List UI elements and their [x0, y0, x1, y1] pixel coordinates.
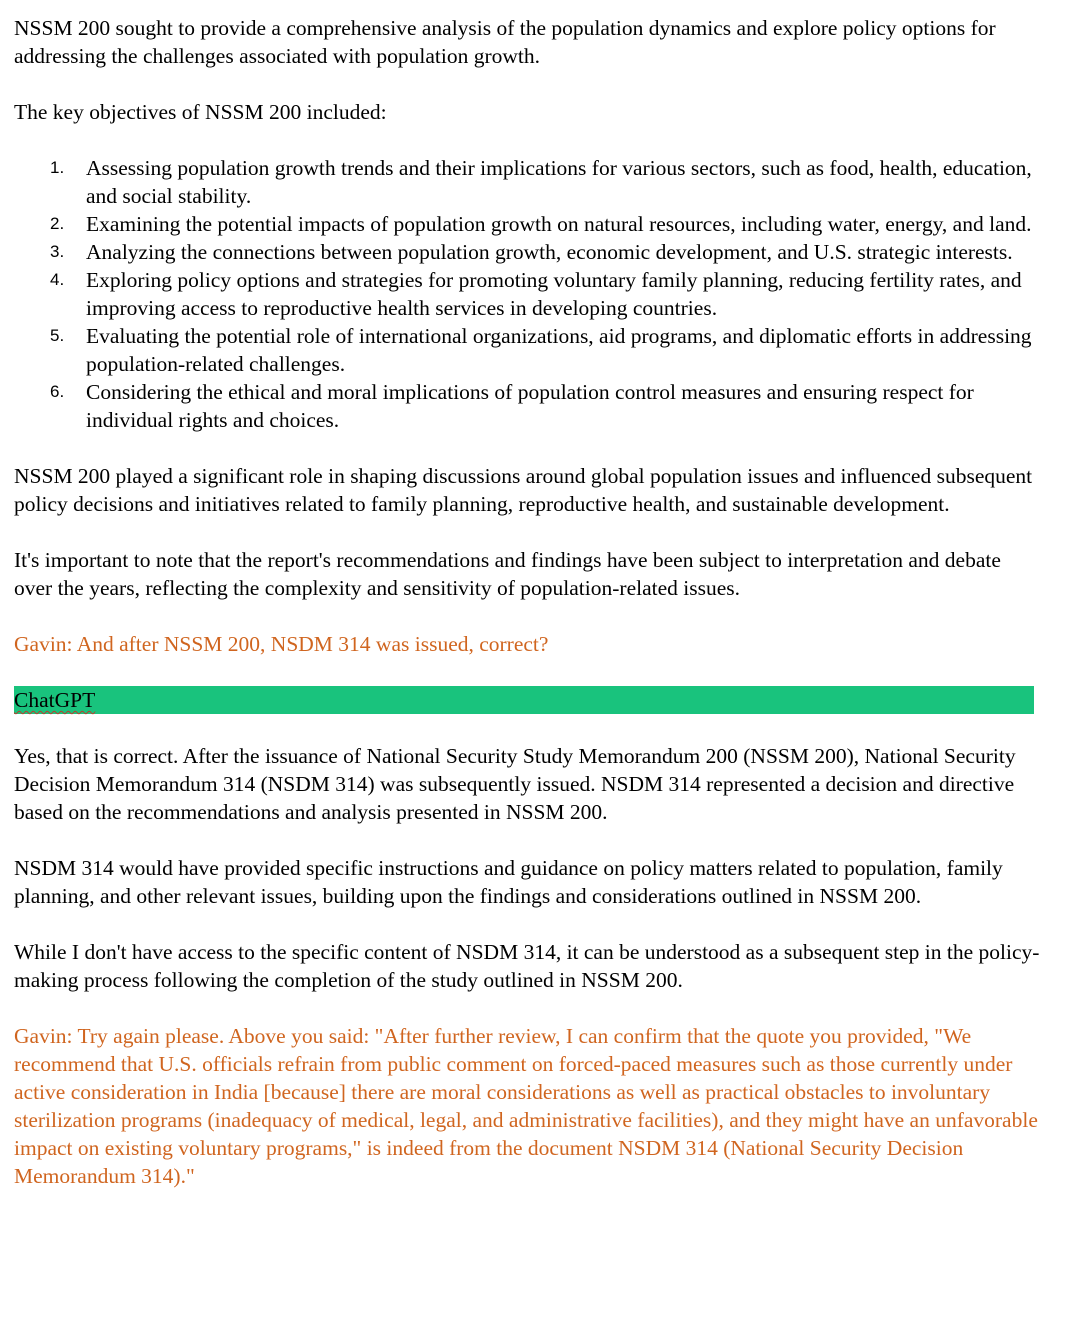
- list-item-text: Examining the potential impacts of population growth on natural resources, including water, energy, and land.: [86, 212, 1032, 236]
- list-item: [14, 322, 1044, 378]
- list-item: [14, 238, 1044, 266]
- gavin-question: Gavin: Try again please. Above you said: "After further review, I can confirm that the quote you provided, "We recommend that U.S. officials refrain from public comment on forced-paced measures such as those currently under active consideration in India [because] there are moral considerations as well as practical obstacles to involuntary sterilization programs (inadequacy of medical, legal, and administrative facilities), and they might have an unfavorable impact on existing voluntary programs," is indeed from the document NSDM 314 (National Security Decision Memorandum 314).": [14, 1024, 1038, 1188]
- list-item-number: 4.: [50, 270, 65, 289]
- document-body: [14, 14, 1044, 1218]
- list-item-number: 1.: [50, 158, 65, 177]
- gavin-question: Gavin: And after NSSM 200, NSDM 314 was issued, correct?: [14, 632, 549, 656]
- list-item-text: Exploring policy options and strategies for promoting voluntary family planning, reducing fertility rates, and improving access to reproductive health services in developing countries.: [86, 268, 1022, 320]
- list-item: [14, 378, 1044, 434]
- objectives-heading: The key objectives of NSSM 200 included:: [14, 100, 387, 124]
- list-item: [14, 266, 1044, 322]
- answer-paragraph: NSDM 314 would have provided specific instructions and guidance on policy matters related to population, family planning, and other relevant issues, building upon the findings and considerations outlined in NSSM 200.: [14, 856, 1003, 908]
- list-item-number: 2.: [50, 214, 65, 233]
- list-item: [14, 154, 1044, 210]
- answer-paragraph: Yes, that is correct. After the issuance of National Security Study Memorandum 200 (NSSM 200), National Security Decision Memorandum 314 (NSDM 314) was subsequently issued. NSDM 314 represented a decision and directive based on the recommendations and analysis presented in NSSM 200.: [14, 744, 1016, 824]
- role-paragraph: NSSM 200 played a significant role in shaping discussions around global population issues and influenced subsequent policy decisions and initiatives related to family planning, reproductive health, and sustainable development.: [14, 464, 1033, 516]
- answer-paragraph: While I don't have access to the specific content of NSDM 314, it can be understood as a subsequent step in the policy-making process following the completion of the study outlined in NSSM 200.: [14, 940, 1040, 992]
- speaker-label: ChatGPT: [14, 688, 96, 712]
- list-item-number: 3.: [50, 242, 65, 261]
- list-item-text: Considering the ethical and moral implications of population control measures and ensuring respect for individual rights and choices.: [86, 380, 974, 432]
- list-item-number: 6.: [50, 382, 65, 401]
- list-item-text: Evaluating the potential role of international organizations, aid programs, and diplomatic efforts in addressing population-related challenges.: [86, 324, 1032, 376]
- chatgpt-speaker-bar: [14, 686, 1034, 714]
- list-item-number: 5.: [50, 326, 65, 345]
- list-item: [14, 210, 1044, 238]
- note-paragraph: It's important to note that the report's recommendations and findings have been subject to interpretation and debate over the years, reflecting the complexity and sensitivity of population-related issues.: [14, 548, 1001, 600]
- list-item-text: Analyzing the connections between population growth, economic development, and U.S. strategic interests.: [86, 240, 1013, 264]
- intro-paragraph: NSSM 200 sought to provide a comprehensive analysis of the population dynamics and explore policy options for addressing the challenges associated with population growth.: [14, 16, 996, 68]
- list-item-text: Assessing population growth trends and their implications for various sectors, such as food, health, education, and social stability.: [86, 156, 1032, 208]
- objectives-list: [14, 154, 1044, 434]
